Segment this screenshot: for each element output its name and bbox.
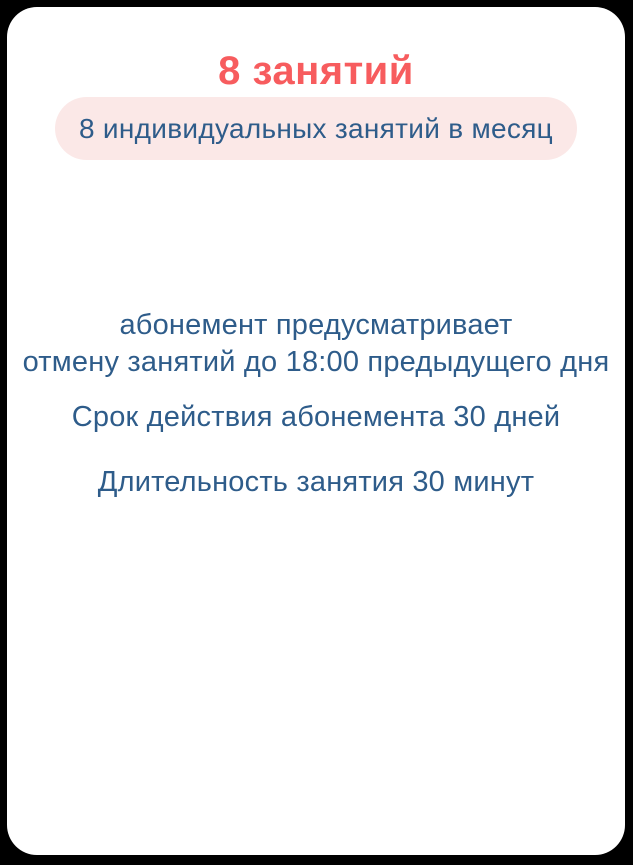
detail-lesson-duration (7, 464, 625, 501)
detail-validity-period (7, 399, 625, 436)
detail-line: абонемент предусматривает (119, 309, 513, 341)
detail-line: отмену занятий до 18:00 предыдущего дня (22, 346, 610, 378)
badge-label: 8 индивидуальных занятий в месяц (78, 112, 554, 144)
detail-line: Срок действия абонемента 30 дней (71, 401, 561, 433)
detail-cancellation-policy (7, 307, 625, 381)
detail-line: Длительность занятия 30 минут (97, 466, 535, 498)
card-title: 8 занятий (218, 49, 414, 93)
subscription-card (7, 7, 625, 855)
subscription-badge (55, 97, 577, 160)
